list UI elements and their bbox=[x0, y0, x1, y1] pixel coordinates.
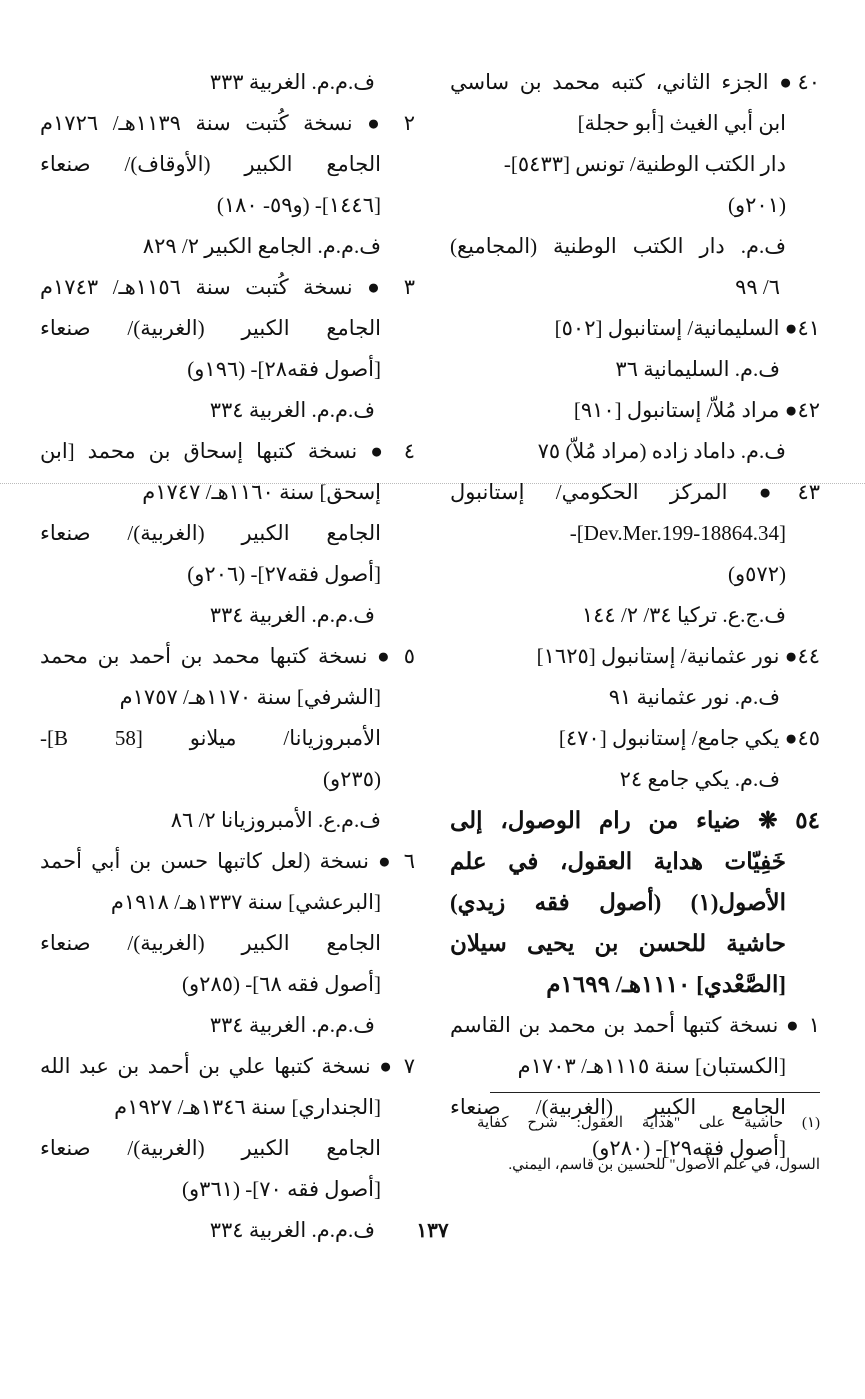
entry-line: ف.م.ع. الأمبروزيانا ٢/ ٨٦ bbox=[170, 808, 381, 832]
entry-line: [أصول فقه٢٧]- (٢٠٦و) bbox=[187, 562, 381, 586]
entry-line: [أصول فقه ٧٠]- (٣٦١و) bbox=[182, 1177, 381, 1201]
entry-line: [أصول فقه٢٩]- (٢٨٠و) bbox=[592, 1136, 786, 1160]
entry-line: [الشرفي] سنة ١١٧٠هـ/ ١٧٥٧م bbox=[119, 685, 381, 709]
entry-line: ف.م.م. الغربية ٣٣٣ bbox=[209, 70, 375, 94]
entry-line: ف.م.م. الغربية ٣٣٤ bbox=[209, 1218, 375, 1242]
entry-line: ٤٠● الجزء الثاني، كتبه محمد بن ساسي bbox=[450, 70, 820, 94]
entry-line: ف.م.م. الجامع الكبير ٢/ ٨٢٩ bbox=[142, 234, 381, 258]
entry-line: الجامع الكبير (الأوقاف)/ صنعاء bbox=[40, 152, 381, 176]
entry-line: ٤٥● يكي جامع/ إستانبول [٤٧٠] bbox=[558, 726, 820, 750]
entry-line: ٧ ● نسخة كتبها علي بن أحمد بن عبد الله bbox=[40, 1054, 415, 1078]
entry-heading-line: حاشية للحسن بن يحيى سيلان bbox=[450, 931, 786, 956]
entry-heading-line: [الصَّعْدي] ١١١٠هـ/ ١٦٩٩م bbox=[546, 972, 786, 997]
footnote-line: (١) حاشية على "هداية العقول: شرح كفاية bbox=[477, 1115, 820, 1131]
entry-line: ٤٤● نور عثمانية/ إستانبول [١٦٢٥] bbox=[536, 644, 820, 668]
footnote-separator bbox=[490, 1092, 820, 1093]
entry-line: [١٤٤٦]- (و٥٩- ١٨٠) bbox=[216, 193, 381, 217]
entry-line: [الجنداري] سنة ١٣٤٦هـ/ ١٩٢٧م bbox=[114, 1095, 381, 1119]
entry-line: الجامع الكبير (الغربية)/ صنعاء bbox=[40, 1136, 381, 1160]
entry-line: الجامع الكبير (الغربية)/ صنعاء bbox=[40, 316, 381, 340]
entry-line: الجامع الكبير (الغربية)/ صنعاء bbox=[450, 1095, 786, 1119]
entry-line: ف.م. يكي جامع ٢٤ bbox=[619, 767, 780, 791]
entry-line: ف.م. دار الكتب الوطنية (المجاميع) bbox=[450, 234, 786, 258]
entry-line: (٥٧٢و) bbox=[728, 562, 786, 586]
entry-line: ٥ ● نسخة كتبها محمد بن أحمد بن محمد bbox=[40, 644, 415, 668]
entry-heading-line: خَفِيّات هداية العقول، في علم bbox=[450, 849, 786, 874]
entry-line: ٦/ ٩٩ bbox=[735, 275, 780, 299]
entry-line: ف.ج.ع. تركيا ٣٤/ ٢/ ١٤٤ bbox=[581, 603, 786, 627]
page-number: ١٣٧ bbox=[416, 1220, 449, 1242]
entry-line: [أصول فقه ٦٨]- (٢٨٥و) bbox=[182, 972, 381, 996]
entry-line: ٤١● السليمانية/ إستانبول [٥٠٢] bbox=[554, 316, 820, 340]
entry-line: ف.م. نور عثمانية ٩١ bbox=[608, 685, 780, 709]
entry-line: ١ ● نسخة كتبها أحمد بن محمد بن القاسم bbox=[450, 1013, 820, 1037]
entry-line: الجامع الكبير (الغربية)/ صنعاء bbox=[40, 931, 381, 955]
entry-line: ابن أبي الغيث [أبو حجلة] bbox=[577, 111, 786, 135]
entry-line: ف.م.م. الغربية ٣٣٤ bbox=[209, 398, 375, 422]
entry-line: ف.م.م. الغربية ٣٣٤ bbox=[209, 1013, 375, 1037]
entry-line: [الكستبان] سنة ١١١٥هـ/ ١٧٠٣م bbox=[517, 1054, 786, 1078]
entry-line: [أصول فقه٢٨]- (١٩٦و) bbox=[187, 357, 381, 381]
entry-line: ٦ ● نسخة (لعل كاتبها حسن بن أبي أحمد bbox=[40, 849, 415, 873]
entry-line: إسحق] سنة ١١٦٠هـ/ ١٧٤٧م bbox=[142, 480, 381, 504]
entry-line: [البرعشي] سنة ١٣٣٧هـ/ ١٩١٨م bbox=[110, 890, 381, 914]
entry-line: الجامع الكبير (الغربية)/ صنعاء bbox=[40, 521, 381, 545]
entry-line: (٢٣٥و) bbox=[323, 767, 381, 791]
entry-line: ٤ ● نسخة كتبها إسحاق بن محمد [ابن bbox=[40, 439, 415, 463]
entry-heading-line: الأصول(١) (أصول فقه زيدي) bbox=[450, 890, 786, 915]
entry-line: ٢ ● نسخة كُتبت سنة ١١٣٩هـ/ ١٧٢٦م bbox=[40, 111, 416, 135]
entry-heading-line: ٥٤ ❋ ضياء من رام الوصول، إلى bbox=[450, 808, 820, 833]
entry-line: الأمبروزيانا/ ميلانو [B 58]- bbox=[40, 726, 381, 750]
left-column bbox=[40, 62, 415, 1251]
entry-line: ف.م.م. الغربية ٣٣٤ bbox=[209, 603, 375, 627]
entry-line: ٤٣● المركز الحكومي/ إستانبول bbox=[450, 480, 820, 504]
footnote-line: السول، في علم الأصول" للحسين بن قاسم، اليمني. bbox=[508, 1157, 820, 1173]
entry-line: ف.م. السليمانية ٣٦ bbox=[615, 357, 780, 381]
entry-line: دار الكتب الوطنية/ تونس [٥٤٣٣]- bbox=[503, 152, 786, 176]
right-column bbox=[450, 62, 820, 1169]
entry-line: (٢٠١و) bbox=[728, 193, 786, 217]
entry-line: ٣ ● نسخة كُتبت سنة ١١٥٦هـ/ ١٧٤٣م bbox=[40, 275, 416, 299]
entry-line: ف.م. داماد زاده (مراد مُلاّ) ٧٥ bbox=[537, 439, 786, 463]
footnote bbox=[477, 1102, 820, 1186]
entry-line: [34.Dev.Mer.199-18864]- bbox=[569, 521, 786, 545]
entry-line: ٤٢● مراد مُلاّ/ إستانبول [٩١٠] bbox=[573, 398, 820, 422]
